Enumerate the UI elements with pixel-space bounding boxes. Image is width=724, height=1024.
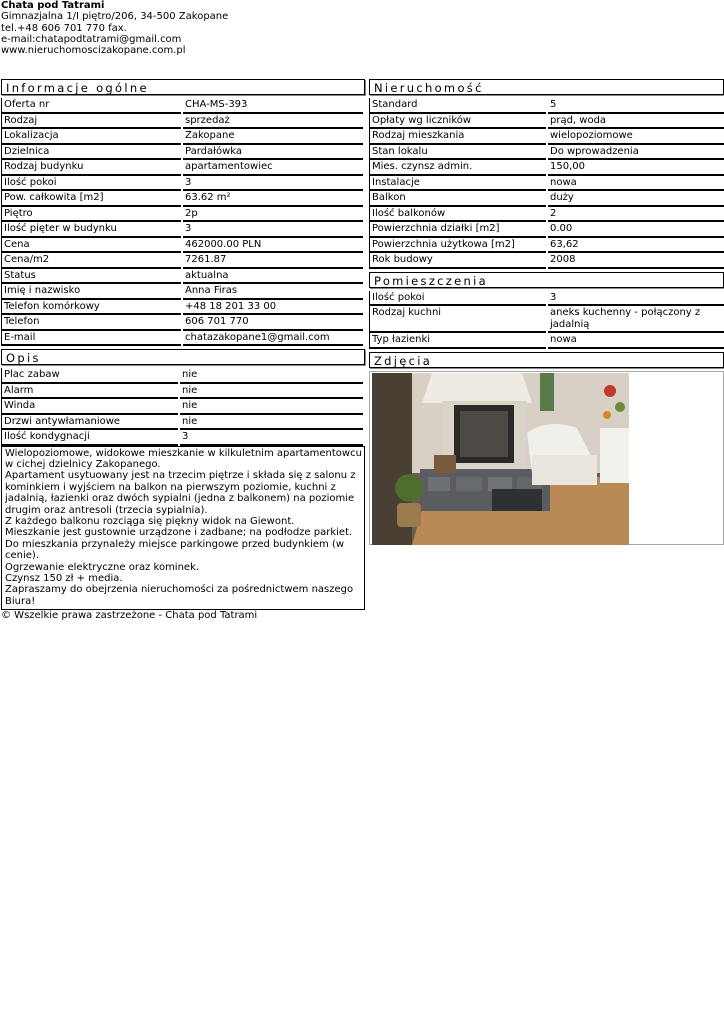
company-name: Chata pod Tatrami: [1, 0, 105, 11]
table-row: [369, 333, 724, 349]
company-website: www.nieruchomoscizakopane.com.pl: [1, 45, 186, 57]
row-value: 3: [183, 176, 363, 192]
table-row: [1, 129, 365, 145]
row-label: Cena/m2: [1, 253, 181, 269]
table-row: [369, 114, 724, 130]
table-row: [1, 145, 365, 161]
row-value: duży: [548, 191, 724, 207]
table-row: [1, 384, 365, 400]
table-row: [369, 145, 724, 161]
row-label: E-mail: [1, 331, 181, 347]
row-label: Rodzaj kuchni: [369, 306, 546, 333]
right-column: [369, 79, 724, 545]
row-label: Winda: [1, 399, 178, 415]
row-value: sprzedaż: [183, 114, 363, 130]
row-label: Telefon: [1, 315, 181, 331]
table-row: [1, 238, 365, 254]
table-row: [1, 269, 365, 285]
table-row: [369, 238, 724, 254]
row-value: Do wprowadzenia: [548, 145, 724, 161]
table-row: [1, 222, 365, 238]
table-row: [1, 207, 365, 223]
table-row: [1, 300, 365, 316]
table-row: [1, 430, 365, 446]
table-row: [1, 399, 365, 415]
table-row: [369, 291, 724, 307]
row-label: Drzwi antywłamaniowe: [1, 415, 178, 431]
table-row: [1, 160, 365, 176]
row-label: Standard: [369, 98, 546, 114]
row-label: Piętro: [1, 207, 181, 223]
table-row: [1, 176, 365, 192]
row-value: nowa: [548, 333, 724, 349]
row-label: Rodzaj: [1, 114, 181, 130]
row-value: Zakopane: [183, 129, 363, 145]
row-value: Anna Firas: [183, 284, 363, 300]
table-row: [369, 98, 724, 114]
row-label: Rodzaj mieszkania: [369, 129, 546, 145]
table-row: [1, 114, 365, 130]
photos-section-title: Zdjęcia: [369, 352, 724, 368]
table-row: [369, 176, 724, 192]
row-label: Oferta nr: [1, 98, 181, 114]
table-row: [369, 207, 724, 223]
row-label: Ilość pokoi: [369, 291, 546, 307]
table-row: [369, 253, 724, 269]
row-label: Opłaty wg liczników: [369, 114, 546, 130]
row-label: Pow. całkowita [m2]: [1, 191, 181, 207]
table-row: [369, 160, 724, 176]
row-value: 3: [183, 222, 363, 238]
row-label: Ilość balkonów: [369, 207, 546, 223]
row-label: Powierzchnia działki [m2]: [369, 222, 546, 238]
row-value: 63,62: [548, 238, 724, 254]
row-label: Telefon komórkowy: [1, 300, 181, 316]
row-label: Dzielnica: [1, 145, 181, 161]
company-header: [1, 0, 228, 56]
row-label: Rok budowy: [369, 253, 546, 269]
row-value: nie: [180, 415, 363, 431]
row-value: nowa: [548, 176, 724, 192]
row-label: Ilość pokoi: [1, 176, 181, 192]
company-address: Gimnazjalna 1/I piętro/206, 34-500 Zakopane: [1, 11, 229, 23]
row-value: aktualna: [183, 269, 363, 285]
row-value: CHA-MS-393: [183, 98, 363, 114]
row-value: 7261.87: [183, 253, 363, 269]
row-label: Status: [1, 269, 181, 285]
row-label: Imię i nazwisko: [1, 284, 181, 300]
table-row: [369, 129, 724, 145]
row-value: nie: [180, 384, 363, 400]
property-section-title: Nieruchomość: [369, 79, 724, 95]
row-value: aneks kuchenny - połączony z jadalnią: [548, 306, 724, 333]
table-row: [1, 98, 365, 114]
row-value: nie: [180, 368, 363, 384]
table-row: [369, 191, 724, 207]
row-label: Typ łazienki: [369, 333, 546, 349]
row-value: 3: [548, 291, 724, 307]
table-row: [1, 191, 365, 207]
company-phone: tel.+48 606 701 770 fax.: [1, 22, 127, 34]
row-value: 63.62 m²: [183, 191, 363, 207]
row-value: 2: [548, 207, 724, 223]
row-value: 3: [180, 430, 363, 446]
property-description: Wielopoziomowe, widokowe mieszkanie w kilkuletnim apartamentowcu w cichej dzielnicy Zakopanego. Apartament usytuowany jest na trzecim piętrze i składa się z salonu z kominkiem i wyjściem na balkon na pierwszym poziomie, kuchni z jadalnią, łazienki oraz dwóch sypialni (jedna z balkonem) na poziomie drugim oraz antresoli (trzecia sypialnia). Z każdego balkonu rozciąga się piękny widok na Giewont. Mieszkanie jest gustownie urządzone i zadbane; na podłodze parkiet. Do mieszkania przynależy miejsce parkingowe przed budynkiem (w cenie). Ogrzewanie elektryczne oraz kominek. Czynsz 150 zł + media. Zapraszamy do obejrzenia nieruchomości za pośrednictwem naszego Biura!: [1, 446, 365, 611]
general-section-title: Informacje ogólne: [1, 79, 365, 95]
row-label: Instalacje: [369, 176, 546, 192]
row-label: Cena: [1, 238, 181, 254]
row-label: Ilość kondygnacji: [1, 430, 178, 446]
opis-table: [1, 368, 365, 446]
rooms-section-title: Pomieszczenia: [369, 272, 724, 288]
general-table: [1, 98, 365, 346]
table-row: [1, 284, 365, 300]
table-row: [1, 415, 365, 431]
row-label: Plac zabaw: [1, 368, 178, 384]
row-value: 2p: [183, 207, 363, 223]
company-email: e-mail:chatapodtatrami@gmail.com: [1, 33, 182, 45]
row-value: 0.00: [548, 222, 724, 238]
row-value: 606 701 770: [183, 315, 363, 331]
row-value: Pardałówka: [183, 145, 363, 161]
table-row: [1, 315, 365, 331]
row-value: 462000.00 PLN: [183, 238, 363, 254]
row-value: chatazakopane1@gmail.com: [183, 331, 363, 347]
row-value: 5: [548, 98, 724, 114]
row-label: Alarm: [1, 384, 178, 400]
table-row: [1, 253, 365, 269]
row-label: Stan lokalu: [369, 145, 546, 161]
photo-gallery: [369, 371, 724, 545]
rooms-table: [369, 291, 724, 349]
table-row: [1, 368, 365, 384]
row-value: prąd, woda: [548, 114, 724, 130]
row-value: wielopoziomowe: [548, 129, 724, 145]
row-label: Ilość pięter w budynku: [1, 222, 181, 238]
row-value: +48 18 201 33 00: [183, 300, 363, 316]
row-value: 150,00: [548, 160, 724, 176]
row-value: apartamentowiec: [183, 160, 363, 176]
property-table: [369, 98, 724, 269]
table-row: [369, 306, 724, 333]
property-photo[interactable]: [372, 373, 629, 545]
left-column: [1, 79, 365, 610]
row-label: Mies. czynsz admin.: [369, 160, 546, 176]
row-label: Balkon: [369, 191, 546, 207]
table-row: [1, 331, 365, 347]
row-value: 2008: [548, 253, 724, 269]
row-label: Lokalizacja: [1, 129, 181, 145]
opis-section-title: Opis: [1, 349, 365, 365]
row-value: nie: [180, 399, 363, 415]
row-label: Powierzchnia użytkowa [m2]: [369, 238, 546, 254]
row-label: Rodzaj budynku: [1, 160, 181, 176]
table-row: [369, 222, 724, 238]
footer-copyright: © Wszelkie prawa zastrzeżone - Chata pod Tatrami: [1, 610, 258, 621]
